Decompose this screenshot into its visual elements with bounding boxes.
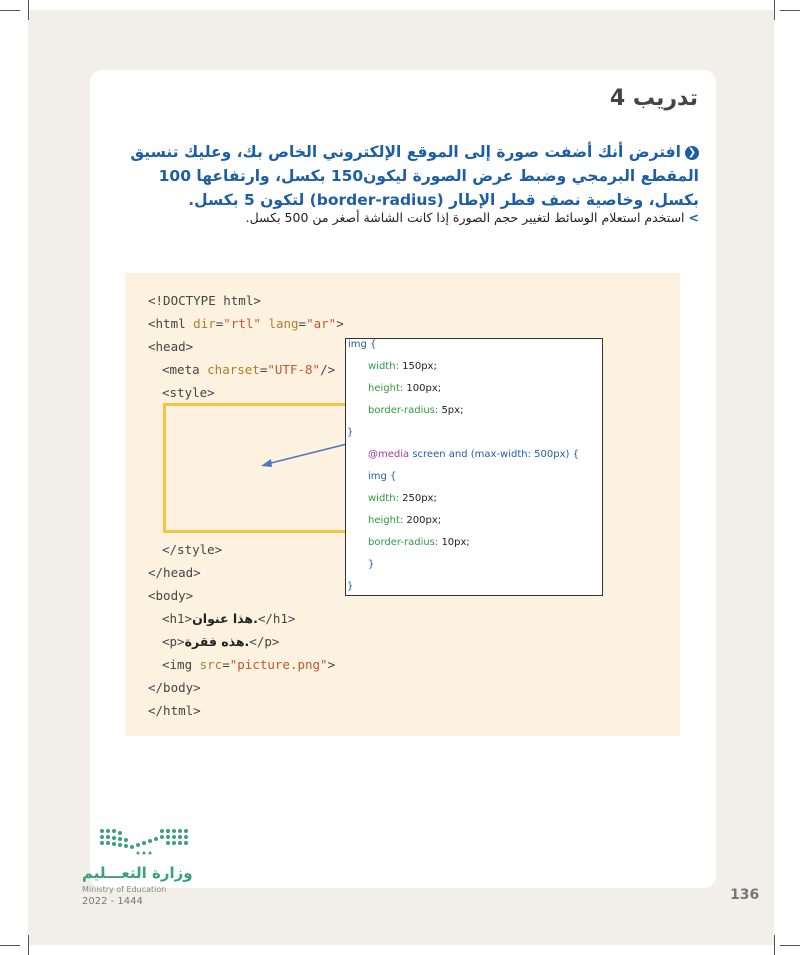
css-line: } (347, 427, 354, 438)
page-number: 136 (730, 887, 760, 903)
question-text (112, 140, 699, 212)
chevron-left-circle-icon: ❮ (685, 146, 699, 160)
hint-arrow-icon: > (688, 210, 699, 225)
code-line: <meta charset="UTF-8"/> (162, 362, 336, 377)
css-line: height: 100px; (368, 383, 442, 394)
code-line: <img src="picture.png"> (162, 657, 336, 672)
code-line: </head> (148, 565, 201, 580)
hint-body: استخدم استعلام الوسائط لتغيير حجم الصورة إذا كانت الشاشة أصغر من 500 بكسل. (245, 210, 685, 225)
code-line: <h1>هذا عنوان.</h1> (162, 611, 296, 626)
crop-mark (28, 0, 29, 20)
css-line: width: 250px; (368, 493, 437, 504)
crop-mark (780, 945, 800, 946)
crop-mark (774, 935, 775, 955)
question-body: افترض أنك أضفت صورة إلى الموقع الإلكتروني الخاص بك، وعليك تنسيق المقطع البرمجي وضبط عرض الصورة ليكون150 بكسل، وارتفاعها 100 بكسل، وخاصية نصف قطر الإطار (border-radius) لتكون 5 بكسل. (130, 143, 699, 209)
crop-mark (0, 10, 20, 11)
crop-mark (28, 935, 29, 955)
css-line: @media screen and (max-width: 500px) { (368, 449, 579, 460)
css-line: img { (348, 339, 377, 350)
ministry-name-english: Ministry of Education (82, 885, 167, 894)
css-line: } (368, 559, 375, 570)
crop-mark (780, 10, 800, 11)
code-line: <body> (148, 588, 194, 603)
code-line: </html> (148, 703, 201, 718)
arrow-icon (255, 440, 355, 470)
code-line: <head> (148, 339, 194, 354)
code-line: <!DOCTYPE html> (148, 293, 261, 308)
css-line: height: 200px; (368, 515, 442, 526)
page-title: تدريب 4 (609, 86, 698, 111)
code-line: </style> (162, 542, 223, 557)
hint-text (246, 210, 699, 225)
crop-mark (0, 945, 20, 946)
code-line: <style> (162, 385, 215, 400)
ministry-logo-icon (98, 825, 190, 859)
css-line: width: 150px; (368, 361, 437, 372)
css-line: border-radius: 10px; (368, 537, 470, 548)
css-line: } (347, 581, 354, 592)
css-answer-box (345, 338, 603, 596)
code-line: <html dir="rtl" lang="ar"> (148, 316, 344, 331)
edition-year: 2022 - 1444 (82, 896, 143, 907)
css-line: border-radius: 5px; (368, 405, 464, 416)
ministry-name-arabic: وزارة التعـــليم (82, 864, 193, 882)
css-line: img { (368, 471, 397, 482)
code-line: <p>هذه فقرة.</p> (162, 634, 280, 649)
crop-mark (774, 0, 775, 20)
code-line: </body> (148, 680, 201, 695)
